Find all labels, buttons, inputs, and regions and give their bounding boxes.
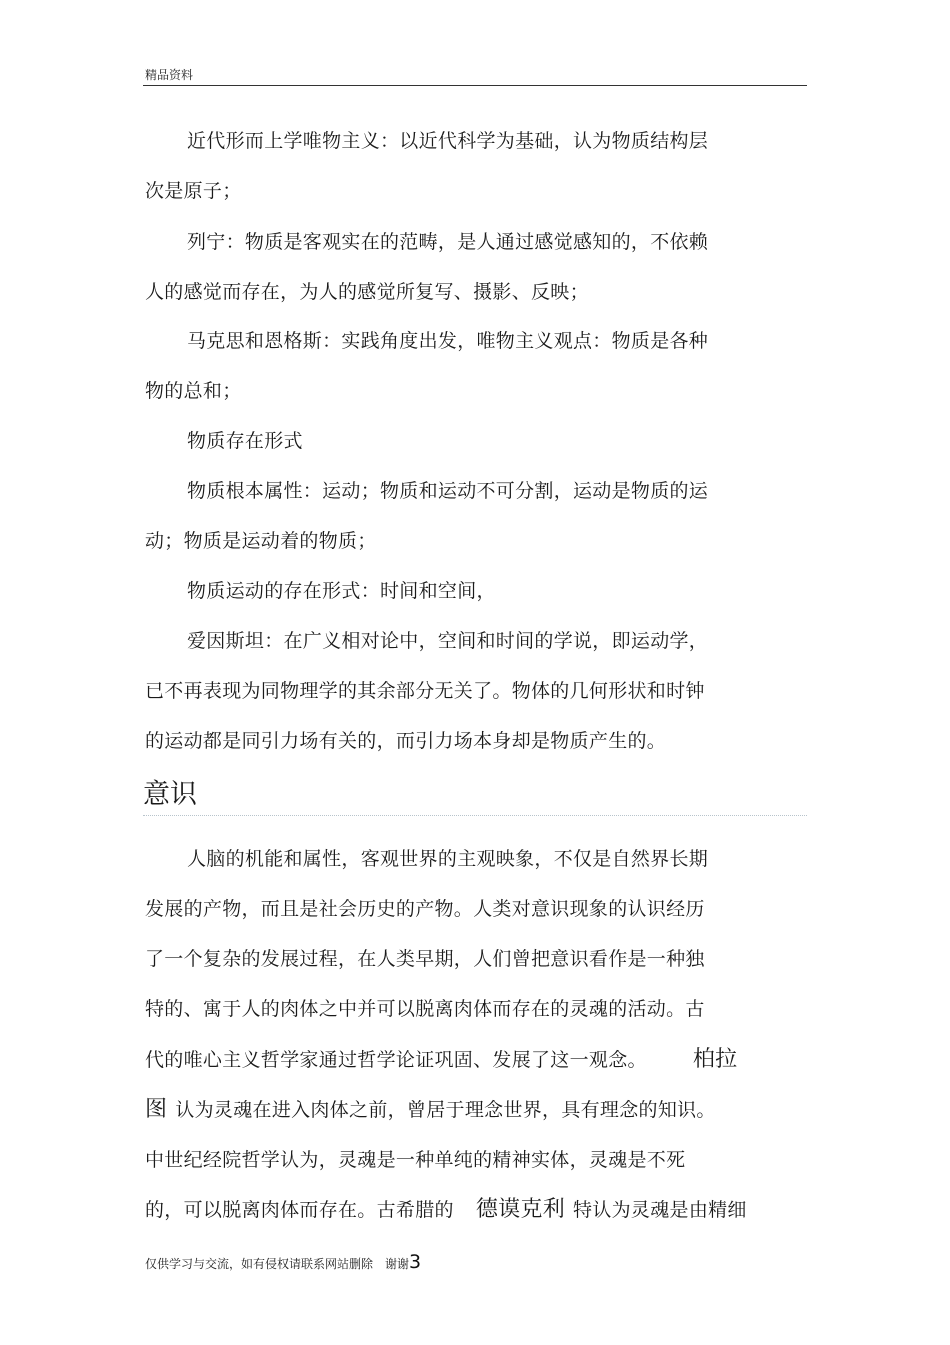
body-line: 特的、寓于人的肉体之中并可以脱离肉体而存在的灵魂的活动。古	[145, 998, 705, 1020]
body-line	[145, 1047, 737, 1073]
body-text: 的，可以脱离肉体而存在。古希腊的	[145, 1199, 454, 1221]
section-title: 意识	[143, 779, 197, 810]
body-line: 次是原子；	[145, 180, 242, 202]
body-line: 已不再表现为同物理学的其余部分无关了。物体的几何形状和时钟	[145, 680, 705, 702]
body-text: 认为灵魂在进入肉体之前，曾居于理念世界，具有理念的知识。	[175, 1099, 716, 1121]
section-rule	[143, 815, 807, 816]
footer	[145, 1251, 421, 1273]
body-line: 物质根本属性：运动；物质和运动不可分割，运动是物质的运	[187, 480, 709, 502]
body-line: 近代形而上学唯物主义：以近代科学为基础，认为物质结构层	[187, 130, 709, 152]
body-line: 列宁：物质是客观实在的范畴，是人通过感觉感知的，不依赖	[187, 231, 709, 253]
header-rule	[143, 85, 807, 86]
body-line: 马克思和恩格斯：实践角度出发，唯物主义观点：物质是各种	[187, 330, 709, 352]
body-line	[145, 1197, 747, 1223]
body-line: 物质存在形式	[187, 430, 303, 452]
page-number: 3	[409, 1251, 422, 1273]
body-line: 中世纪经院哲学认为，灵魂是一种单纯的精神实体，灵魂是不死	[145, 1149, 686, 1171]
body-line: 人的感觉而存在，为人的感觉所复写、摄影、反映；	[145, 281, 589, 303]
body-line: 的运动都是同引力场有关的，而引力场本身却是物质产生的。	[145, 730, 667, 752]
body-line: 动；物质是运动着的物质；	[145, 530, 377, 552]
body-line: 爱因斯坦：在广义相对论中，空间和时间的学说，即运动学，	[187, 630, 709, 652]
person-name: 图	[145, 1097, 168, 1122]
body-line: 物的总和；	[145, 380, 242, 402]
body-text: 特认为灵魂是由精细	[573, 1199, 747, 1221]
body-line: 了一个复杂的发展过程，在人类早期，人们曾把意识看作是一种独	[145, 948, 705, 970]
header-label: 精品资料	[145, 68, 194, 82]
body-line	[145, 1097, 716, 1123]
footer-text: 仅供学习与交流，如有侵权请联系网站删除 谢谢	[145, 1257, 410, 1271]
body-line: 物质运动的存在形式：时间和空间，	[187, 580, 496, 602]
body-line: 发展的产物，而且是社会历史的产物。人类对意识现象的认识经历	[145, 898, 705, 920]
person-name: 德谟克利	[475, 1197, 566, 1222]
body-text: 代的唯心主义哲学家通过哲学论证巩固、发展了这一观念。	[145, 1049, 647, 1071]
body-line: 人脑的机能和属性，客观世界的主观映象，不仅是自然界长期	[187, 848, 709, 870]
person-name: 柏拉	[692, 1047, 738, 1072]
